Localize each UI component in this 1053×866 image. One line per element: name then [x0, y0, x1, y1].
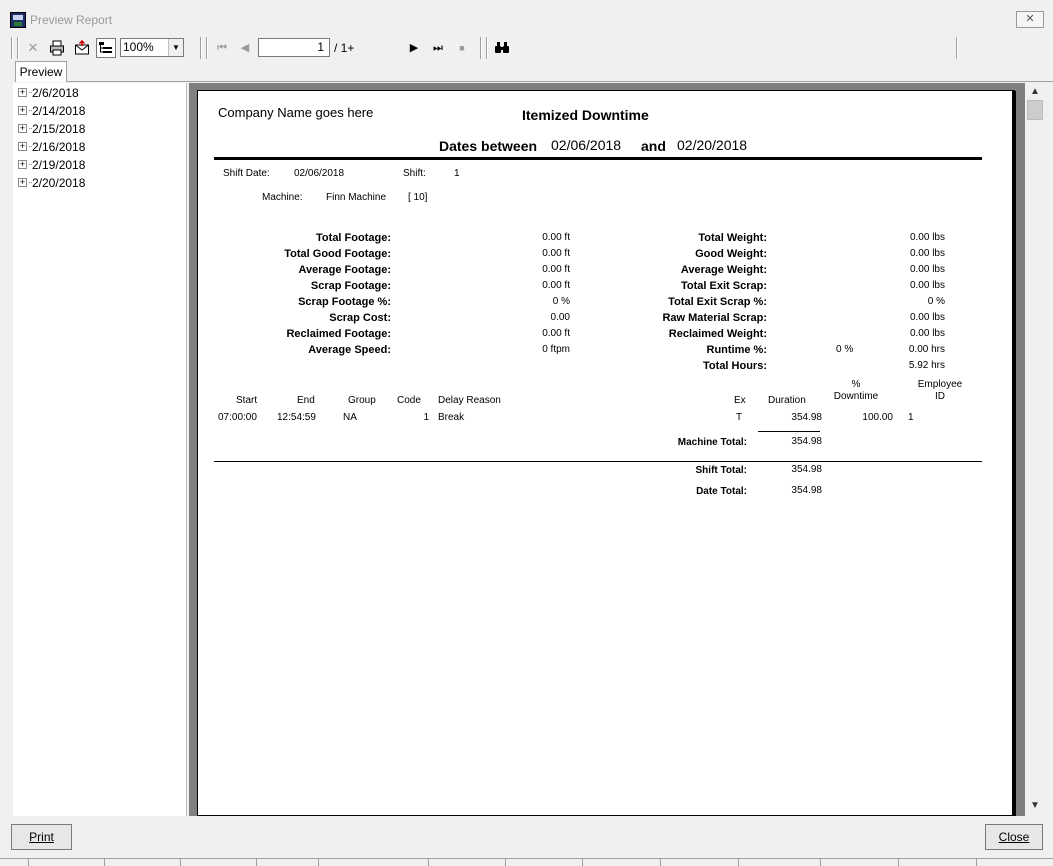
cell-code: 1: [423, 412, 429, 423]
group-tree-icon[interactable]: [96, 38, 116, 58]
stat-label: Average Speed:: [308, 344, 391, 356]
stat-label: Average Weight:: [680, 264, 767, 276]
tree-item[interactable]: [18, 173, 85, 191]
stat-label: Total Footage:: [316, 232, 391, 244]
report-page: [197, 90, 1015, 816]
tab-preview[interactable]: Preview: [15, 61, 67, 82]
title-bar: [0, 0, 1053, 36]
scrollbar-thumb[interactable]: [1027, 100, 1043, 120]
total-rule: [758, 431, 820, 432]
vertical-scrollbar[interactable]: [1026, 83, 1044, 816]
cancel-icon[interactable]: ✕: [27, 40, 39, 55]
last-page-icon[interactable]: ⏭: [433, 42, 443, 54]
close-button[interactable]: [985, 824, 1043, 850]
group-tree: [13, 83, 187, 816]
and-label: and: [641, 138, 666, 154]
print-icon[interactable]: [47, 38, 67, 58]
tree-item[interactable]: [18, 137, 85, 155]
cell-employee-id: 1: [908, 412, 914, 423]
company-name: Company Name goes here: [218, 105, 374, 120]
tree-expand-icon[interactable]: +: [19, 105, 26, 116]
tree-expand-icon[interactable]: +: [19, 87, 26, 98]
stat-value: 0.00 lbs: [909, 312, 945, 323]
shift-value: 1: [454, 168, 460, 179]
tree-item[interactable]: [18, 155, 85, 173]
column-header-employee-id: ID: [935, 391, 945, 402]
zoom-select[interactable]: [120, 38, 184, 57]
tree-expand-icon[interactable]: +: [19, 141, 26, 152]
toolbar-separator: [956, 37, 958, 59]
stat-value: 0 %: [927, 296, 945, 307]
report-viewport[interactable]: [189, 83, 1025, 816]
page-total: / 1+: [334, 41, 355, 55]
machine-id: [ 10]: [408, 192, 428, 203]
section-rule: [214, 461, 982, 462]
status-bar: [0, 858, 1053, 865]
stat-label: Reclaimed Weight:: [668, 328, 767, 340]
toolbar-separator: [11, 37, 13, 59]
export-icon[interactable]: [72, 38, 92, 58]
stat-value: 0.00 ft: [542, 248, 570, 259]
machine-total-label: Machine Total:: [677, 437, 747, 448]
zoom-value: 100%: [123, 40, 154, 54]
stat-label: Scrap Footage:: [310, 280, 391, 292]
dates-between-label: Dates between: [439, 138, 538, 154]
machine-total-value: 354.98: [791, 436, 822, 447]
cell-delay-reason: Break: [438, 412, 465, 423]
shift-total-value: 354.98: [791, 464, 822, 475]
column-header-code: Code: [397, 395, 421, 406]
stop-icon[interactable]: ■: [459, 43, 465, 53]
cell-ex: T: [736, 412, 743, 423]
stat-label: Total Weight:: [698, 232, 767, 244]
stat-value: 0.00 hrs: [908, 344, 945, 355]
close-button-label: Close: [998, 830, 1030, 844]
tab-divider: [67, 81, 1053, 82]
column-header-duration: Duration: [768, 395, 806, 406]
stat-value: 0.00 lbs: [909, 264, 945, 275]
stat-label: Total Exit Scrap %:: [668, 296, 767, 308]
tree-item-label: 2/16/2018: [32, 139, 86, 154]
tree-item-label: 2/19/2018: [32, 157, 86, 172]
stat-label: Average Footage:: [298, 264, 391, 276]
machine-name: Finn Machine: [326, 192, 387, 203]
stat-label: Total Hours:: [703, 360, 767, 372]
cell-start: 07:00:00: [218, 412, 257, 423]
shift-date-value: 02/06/2018: [294, 168, 345, 179]
header-rule: [214, 157, 982, 160]
toolbar: [0, 36, 1053, 60]
scroll-down-icon[interactable]: ▼: [1030, 800, 1040, 811]
window-close-button[interactable]: ✕: [1016, 11, 1044, 28]
stat-value: 0.00 lbs: [909, 248, 945, 259]
page-number-input[interactable]: 1: [258, 38, 330, 57]
tree-item-label: 2/14/2018: [32, 103, 86, 118]
cell-group: NA: [343, 412, 357, 423]
stat-value: 0.00 ft: [542, 264, 570, 275]
stat-label: Total Exit Scrap:: [681, 280, 767, 292]
stat-value: 0.00: [550, 312, 570, 323]
machine-label: Machine:: [262, 192, 303, 203]
stat-value: 0 ftpm: [542, 344, 570, 355]
stat-label: Runtime %:: [706, 344, 767, 356]
stat-value: 0.00 lbs: [909, 232, 945, 243]
app-icon: [10, 12, 26, 28]
page-shadow: [1012, 91, 1016, 816]
next-page-icon[interactable]: ▶: [409, 42, 419, 54]
shift-total-label: Shift Total:: [695, 465, 747, 476]
column-header-group: Group: [348, 395, 376, 406]
tree-item-label: 2/15/2018: [32, 121, 86, 136]
column-header-downtime-pct: %: [851, 379, 861, 390]
tree-item-label: 2/20/2018: [32, 175, 86, 190]
shift-label: Shift:: [403, 168, 426, 179]
column-header-end: End: [297, 395, 315, 406]
date-from: 02/06/2018: [551, 137, 622, 153]
stat-value: 0.00 ft: [542, 232, 570, 243]
tree-item-label: 2/6/2018: [32, 85, 79, 100]
toolbar-separator: [200, 37, 202, 59]
stat-value: 0.00 lbs: [909, 280, 945, 291]
stat-value: 0.00 ft: [542, 280, 570, 291]
tree-expand-icon[interactable]: +: [19, 123, 26, 134]
toolbar-separator: [486, 37, 488, 59]
toolbar-separator: [206, 37, 208, 59]
stat-label: Raw Material Scrap:: [662, 312, 767, 324]
runtime-percent: 0 %: [836, 344, 854, 355]
scroll-up-icon[interactable]: ▲: [1030, 86, 1040, 97]
column-header-start: Start: [236, 395, 258, 406]
stat-label: Reclaimed Footage:: [286, 328, 391, 340]
stat-value: 5.92 hrs: [908, 360, 945, 371]
tree-item[interactable]: [18, 83, 79, 101]
date-to: 02/20/2018: [677, 137, 748, 153]
search-icon[interactable]: [492, 38, 512, 58]
stat-value: 0.00 lbs: [909, 328, 945, 339]
column-header-employee: Employee: [917, 379, 963, 390]
stat-label: Total Good Footage:: [284, 248, 391, 260]
window-title: Preview Report: [30, 13, 113, 27]
report-title: Itemized Downtime: [522, 107, 649, 123]
stat-value: 0.00 ft: [542, 328, 570, 339]
column-header-ex: Ex: [734, 395, 746, 406]
column-header-delay-reason: Delay Reason: [438, 395, 501, 406]
previous-page-icon[interactable]: ◀: [240, 42, 250, 54]
date-total-label: Date Total:: [696, 486, 747, 497]
cell-end: 12:54:59: [277, 412, 316, 423]
stat-label: Good Weight:: [695, 248, 767, 260]
stat-label: Scrap Cost:: [329, 312, 391, 324]
shift-date-label: Shift Date:: [223, 168, 270, 179]
stat-value: 0 %: [552, 296, 570, 307]
toolbar-separator: [480, 37, 482, 59]
cell-duration: 354.98: [791, 412, 822, 423]
stat-label: Scrap Footage %:: [298, 296, 391, 308]
print-button-label: Print: [29, 830, 54, 844]
chevron-down-icon[interactable]: ▼: [168, 39, 183, 56]
toolbar-separator: [17, 37, 19, 59]
date-total-value: 354.98: [791, 485, 822, 496]
tree-item[interactable]: [18, 101, 85, 119]
tree-expand-icon[interactable]: +: [19, 159, 26, 170]
tree-item[interactable]: [18, 119, 85, 137]
tree-expand-icon[interactable]: +: [19, 177, 26, 188]
column-header-downtime: Downtime: [833, 391, 879, 402]
cell-downtime-pct: 100.00: [862, 412, 893, 423]
print-button[interactable]: [11, 824, 72, 850]
first-page-icon[interactable]: ⏮: [217, 42, 227, 54]
